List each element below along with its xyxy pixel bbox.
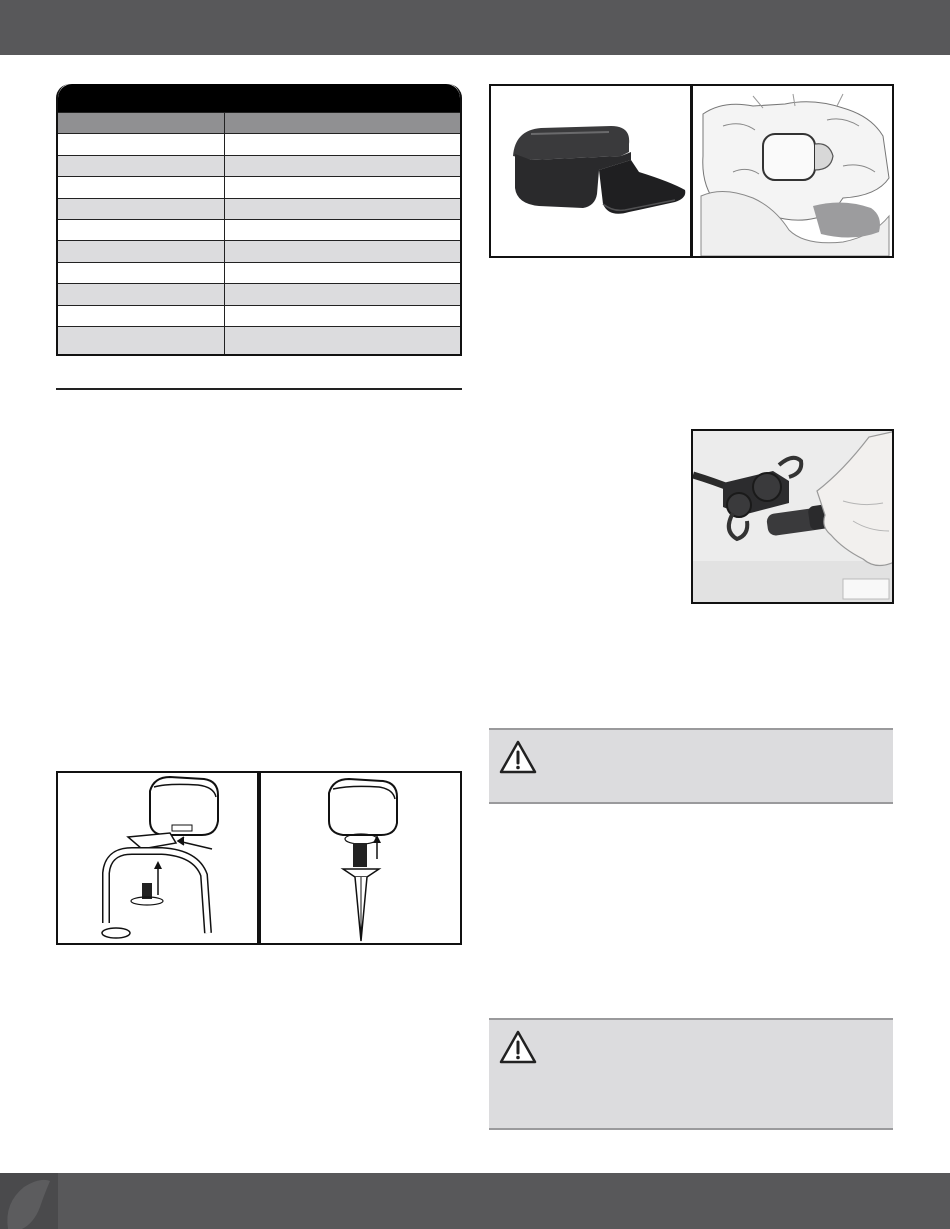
table-row — [58, 155, 460, 176]
table-row — [58, 176, 460, 197]
header-bar — [0, 0, 950, 55]
table-row — [58, 262, 460, 283]
warning-box — [489, 1018, 893, 1130]
clip-in-hand-illustration — [691, 84, 894, 258]
mounting-clip-photo — [489, 84, 692, 258]
spec-table-header — [58, 84, 460, 112]
brand-leaf-logo — [0, 1173, 58, 1229]
section-divider — [56, 388, 462, 390]
connector-photo — [691, 429, 894, 604]
table-row — [58, 283, 460, 304]
table-row — [58, 198, 460, 219]
warning-box — [489, 728, 893, 804]
table-row — [58, 219, 460, 240]
stake-mount-diagram — [259, 771, 462, 945]
footer-bar — [0, 1173, 950, 1229]
spec-table-subheader — [58, 112, 460, 133]
bracket-mount-diagram — [56, 771, 259, 945]
table-row — [58, 326, 460, 354]
table-row — [58, 133, 460, 154]
spec-table — [56, 84, 462, 356]
table-row — [58, 240, 460, 261]
warning-triangle-icon — [499, 1030, 537, 1064]
warning-triangle-icon — [499, 740, 537, 774]
table-row — [58, 305, 460, 326]
